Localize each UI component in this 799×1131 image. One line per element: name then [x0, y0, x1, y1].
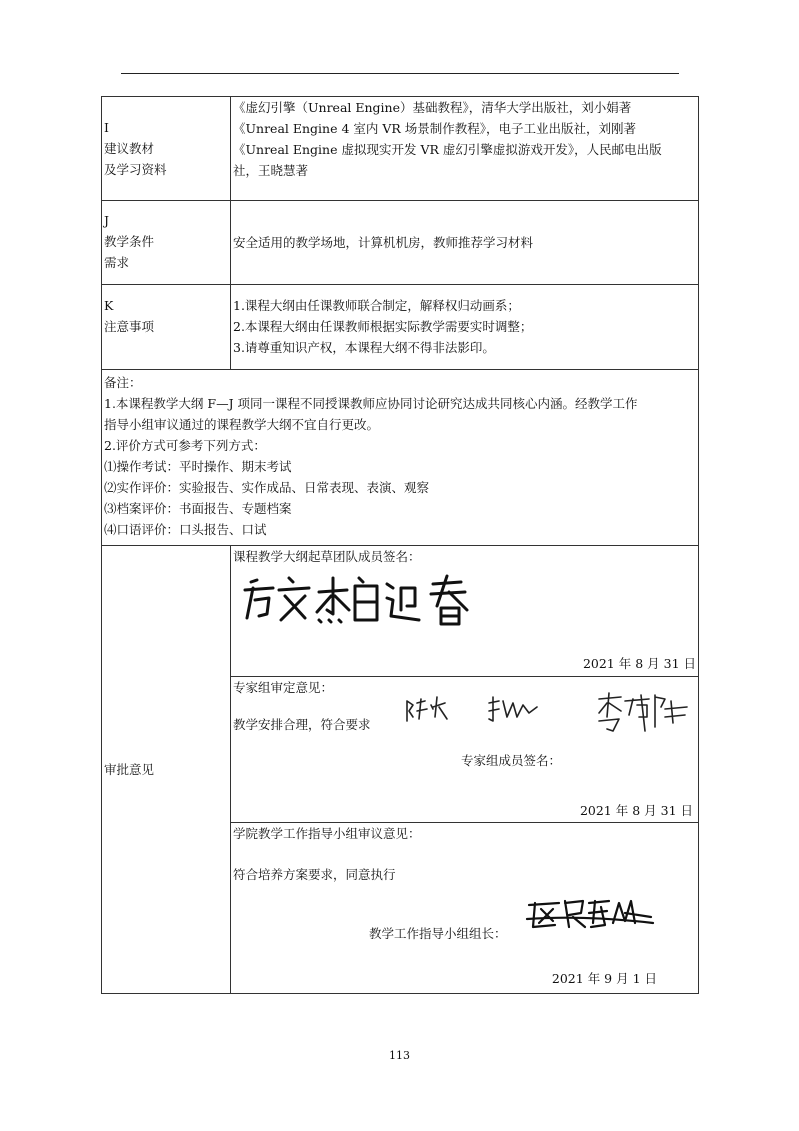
row-conditions: [102, 201, 699, 285]
label-notes: [102, 285, 231, 370]
label-line: I: [104, 120, 109, 135]
header-rule: [121, 73, 679, 74]
expert-cell: [231, 677, 699, 823]
expert-opinion: 教学安排合理，符合要求: [233, 717, 371, 732]
college-cell: [231, 823, 699, 994]
label-line: 及学习资料: [104, 162, 167, 177]
remark-line: 备注：: [104, 375, 142, 390]
textbook-line: 《Unreal Engine 4 室内 VR 场景制作教程》，电子工业出版社，刘刚著: [233, 121, 637, 136]
row-textbooks: [102, 97, 699, 201]
drafting-title: 课程教学大纲起草团队成员签名：: [233, 549, 421, 564]
remark-line: ⑵实作评价：实验报告、实作成品、日常表现、表演、观察: [104, 480, 430, 495]
remark-line: 1.本课程教学大纲 F—J 项同一课程不同授课教师应协同讨论研究达成共同核心内涵。经教学工作: [104, 396, 638, 411]
textbook-line: 《Unreal Engine 虚拟现实开发 VR 虚幻引擎虚拟游戏开发》，人民邮电出版: [233, 142, 662, 157]
drafting-cell: [231, 546, 699, 677]
college-opinion: 符合培养方案要求，同意执行: [233, 867, 396, 882]
label-textbooks: [102, 97, 231, 201]
remark-line: 指导小组审议通过的课程教学大纲不宜自行更改。: [104, 417, 380, 432]
leader-label: 教学工作指导小组组长：: [369, 926, 507, 941]
page-number: 113: [389, 1049, 410, 1062]
college-date: 2021 年 9 月 1 日: [551, 971, 657, 986]
conditions-text: 安全适用的教学场地，计算机机房，教师推荐学习材料: [233, 235, 534, 250]
expert-signatures-image: [403, 691, 693, 735]
label-line: 注意事项: [104, 319, 155, 334]
note-line: 3.请尊重知识产权，本课程大纲不得非法影印。: [233, 340, 495, 355]
drafting-signature-image: [237, 570, 487, 630]
row-notes: [102, 285, 699, 370]
remark-line: ⑴操作考试：平时操作、期末考试: [104, 459, 292, 474]
label-conditions: [102, 201, 231, 285]
label-approval: [102, 546, 231, 994]
remarks-cell: [102, 370, 699, 546]
row-remarks: [102, 370, 699, 546]
label-line: K: [104, 298, 114, 313]
leader-signature-image: [525, 893, 655, 935]
label-line: J: [104, 213, 110, 228]
label-line: 教学条件: [104, 234, 155, 249]
label-line: 需求: [104, 255, 130, 270]
textbook-line: 社，王晓慧著: [233, 163, 309, 178]
remark-line: ⑶档案评价：书面报告、专题档案: [104, 501, 292, 516]
expert-date: 2021 年 8 月 31 日: [579, 803, 693, 818]
drafting-date: 2021 年 8 月 31 日: [582, 656, 696, 671]
expert-title: 专家组审定意见：: [233, 680, 334, 695]
textbook-line: 《虚幻引擎（Unreal Engine）基础教程》，清华大学出版社，刘小娟著: [233, 100, 632, 115]
label-line: 建议教材: [104, 141, 155, 156]
value-notes: [231, 285, 699, 370]
syllabus-table: [101, 96, 699, 994]
note-line: 1.课程大纲由任课教师联合制定，解释权归动画系；: [233, 298, 520, 313]
note-line: 2.本课程大纲由任课教师根据实际教学需要实时调整；: [233, 319, 533, 334]
expert-signers-label: 专家组成员签名：: [461, 753, 562, 768]
remark-line: ⑷口语评价：口头报告、口试: [104, 522, 267, 537]
approval-label: 审批意见: [104, 762, 155, 777]
remark-line: 2.评价方式可参考下列方式：: [104, 438, 266, 453]
value-textbooks: [231, 97, 699, 201]
college-title: 学院教学工作指导小组审议意见：: [233, 826, 421, 841]
value-conditions: [231, 201, 699, 285]
row-approval-drafting: [102, 546, 699, 677]
